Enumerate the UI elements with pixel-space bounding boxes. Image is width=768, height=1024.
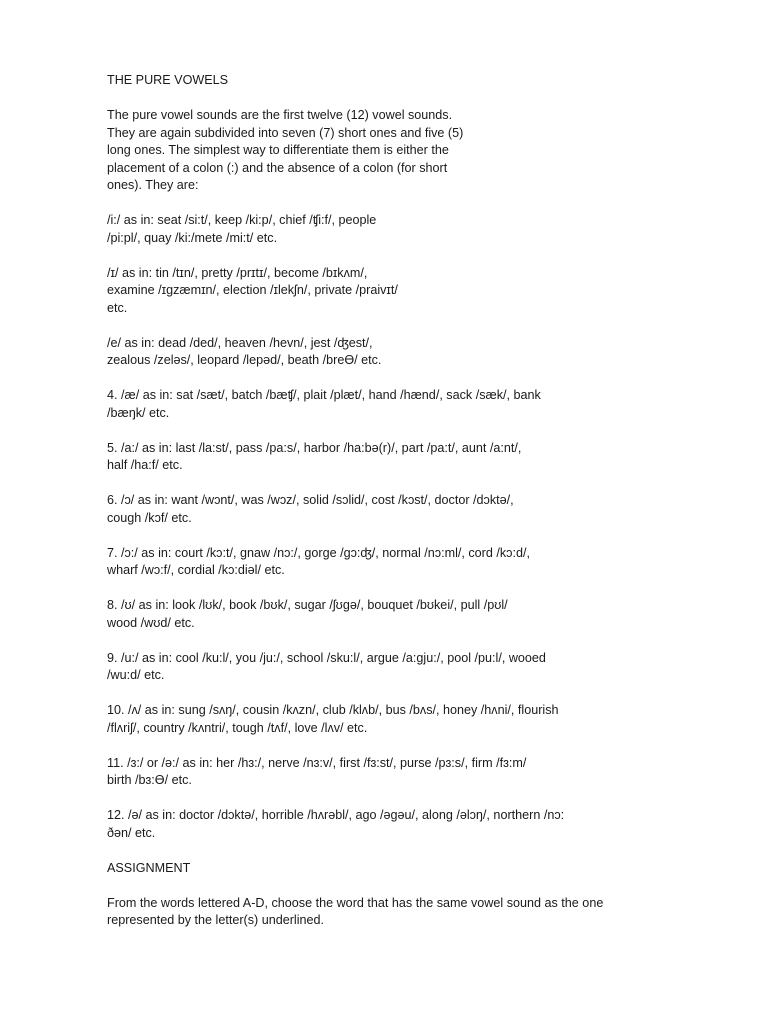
vowel-entry-line: birth /bɜ:ϴ/ etc. xyxy=(107,773,192,787)
spacer xyxy=(107,737,717,755)
spacer xyxy=(107,842,717,860)
spacer xyxy=(107,790,717,808)
spacer xyxy=(107,370,717,388)
spacer xyxy=(107,90,717,108)
vowel-entry-long-a xyxy=(107,440,717,475)
vowel-entry-ae xyxy=(107,387,717,422)
spacer xyxy=(107,475,717,493)
vowel-entry-wedge xyxy=(107,702,717,737)
vowel-entry-line: /wu:d/ etc. xyxy=(107,668,165,682)
intro-line: ones). They are: xyxy=(107,178,199,192)
assignment-paragraph xyxy=(107,895,717,930)
vowel-entry-long-u xyxy=(107,650,717,685)
spacer xyxy=(107,632,717,650)
spacer xyxy=(107,422,717,440)
spacer xyxy=(107,685,717,703)
vowel-entry-long-i xyxy=(107,212,717,247)
vowel-entry-line: /ɪ/ as in: tin /tɪn/, pretty /prɪtɪ/, become /bɪkʌm/, xyxy=(107,265,368,280)
vowel-entry-line: etc. xyxy=(107,300,128,315)
vowel-entry-line: /e/ as in: dead /ded/, heaven /hevn/, jest /ʤest/, xyxy=(107,335,373,350)
section-heading-assignment xyxy=(107,860,717,878)
vowel-entry-line: 5. /a:/ as in: last /la:st/, pass /pa:s/, harbor /ha:bə(r)/, part /pa:t/, aunt /a:nt/, xyxy=(107,440,522,455)
assignment-line: From the words lettered A-D, choose the word that has the same vowel sound as the one xyxy=(107,895,604,910)
vowel-entry-line: 10. /ʌ/ as in: sung /sʌŋ/, cousin /kʌzn/, club /klʌb/, bus /bʌs/, honey /hʌni/, flourish xyxy=(107,703,559,717)
vowel-entry-short-o xyxy=(107,492,717,527)
assignment-heading-text: ASSIGNMENT xyxy=(107,860,191,875)
vowel-entry-schwa xyxy=(107,807,717,842)
spacer xyxy=(107,317,717,335)
intro-line: placement of a colon (:) and the absence of a colon (for short xyxy=(107,160,448,175)
vowel-entry-line: half /ha:f/ etc. xyxy=(107,458,183,472)
vowel-entry-short-i xyxy=(107,265,717,318)
vowel-entry-line: /i:/ as in: seat /si:t/, keep /ki:p/, chief /ʧi:f/, people xyxy=(107,213,377,227)
spacer xyxy=(107,877,717,895)
assignment-line: represented by the letter(s) underlined. xyxy=(107,913,325,927)
vowel-entry-line: 7. /ɔ:/ as in: court /kɔ:t/, gnaw /nɔ:/, gorge /gɔ:ʤ/, normal /nɔ:ml/, cord /kɔ:d/, xyxy=(107,545,530,560)
vowel-entry-line: /bæŋk/ etc. xyxy=(107,405,170,420)
vowel-entry-line: 4. /æ/ as in: sat /sæt/, batch /bæʧ/, plait /plæt/, hand /hænd/, sack /sæk/, bank xyxy=(107,388,541,402)
vowel-entry-line: cough /kɔf/ etc. xyxy=(107,510,192,525)
vowel-entry-line: zealous /zeləs/, leopard /lepəd/, beath /breϴ/ etc. xyxy=(107,353,382,367)
section-heading-pure-vowels xyxy=(107,72,717,90)
intro-line: The pure vowel sounds are the first twelve (12) vowel sounds. xyxy=(107,108,453,122)
vowel-entry-line: ðən/ etc. xyxy=(107,825,156,840)
vowel-entry-line: examine /ɪgzæmɪn/, election /ɪlekʃn/, private /praivɪt/ xyxy=(107,283,398,297)
vowel-entry-line: wood /wʊd/ etc. xyxy=(107,615,195,630)
spacer xyxy=(107,247,717,265)
intro-paragraph xyxy=(107,107,717,195)
vowel-entry-e xyxy=(107,335,717,370)
vowel-entry-line: wharf /wɔ:f/, cordial /kɔ:diəl/ etc. xyxy=(107,563,285,577)
vowel-entry-line: /flʌriʃ/, country /kʌntri/, tough /tʌf/, love /lʌv/ etc. xyxy=(107,720,368,735)
vowel-entry-line: 8. /ʊ/ as in: look /lʊk/, book /bʊk/, sugar /ʃʊgə/, bouquet /bʊkei/, pull /pʊl/ xyxy=(107,598,508,612)
vowel-entry-long-schwa xyxy=(107,755,717,790)
document-page xyxy=(107,72,717,930)
spacer xyxy=(107,195,717,213)
intro-line: They are again subdivided into seven (7) short ones and five (5) xyxy=(107,125,464,140)
vowel-entry-line: 6. /ɔ/ as in: want /wɔnt/, was /wɔz/, solid /sɔlid/, cost /kɔst/, doctor /dɔktə/, xyxy=(107,493,514,507)
spacer xyxy=(107,527,717,545)
intro-line: long ones. The simplest way to differentiate them is either the xyxy=(107,143,449,157)
vowel-entry-line: /pi:pl/, quay /ki:/mete /mi:t/ etc. xyxy=(107,230,278,245)
vowel-entry-long-o xyxy=(107,545,717,580)
heading-text: THE PURE VOWELS xyxy=(107,73,229,87)
spacer xyxy=(107,580,717,598)
vowel-entry-line: 12. /ə/ as in: doctor /dɔktə/, horrible /hʌrəbl/, ago /əgəu/, along /əlɔŋ/, northern /nɔ: xyxy=(107,808,565,822)
vowel-entry-line: 11. /ɜ:/ or /ə:/ as in: her /hɜ:/, nerve /nɜ:v/, first /fɜ:st/, purse /pɜ:s/, firm /fɜ:m/ xyxy=(107,755,527,770)
vowel-entry-line: 9. /u:/ as in: cool /ku:l/, you /ju:/, school /sku:l/, argue /a:gju:/, pool /pu:l/, wooed xyxy=(107,650,546,665)
vowel-entry-short-u xyxy=(107,597,717,632)
